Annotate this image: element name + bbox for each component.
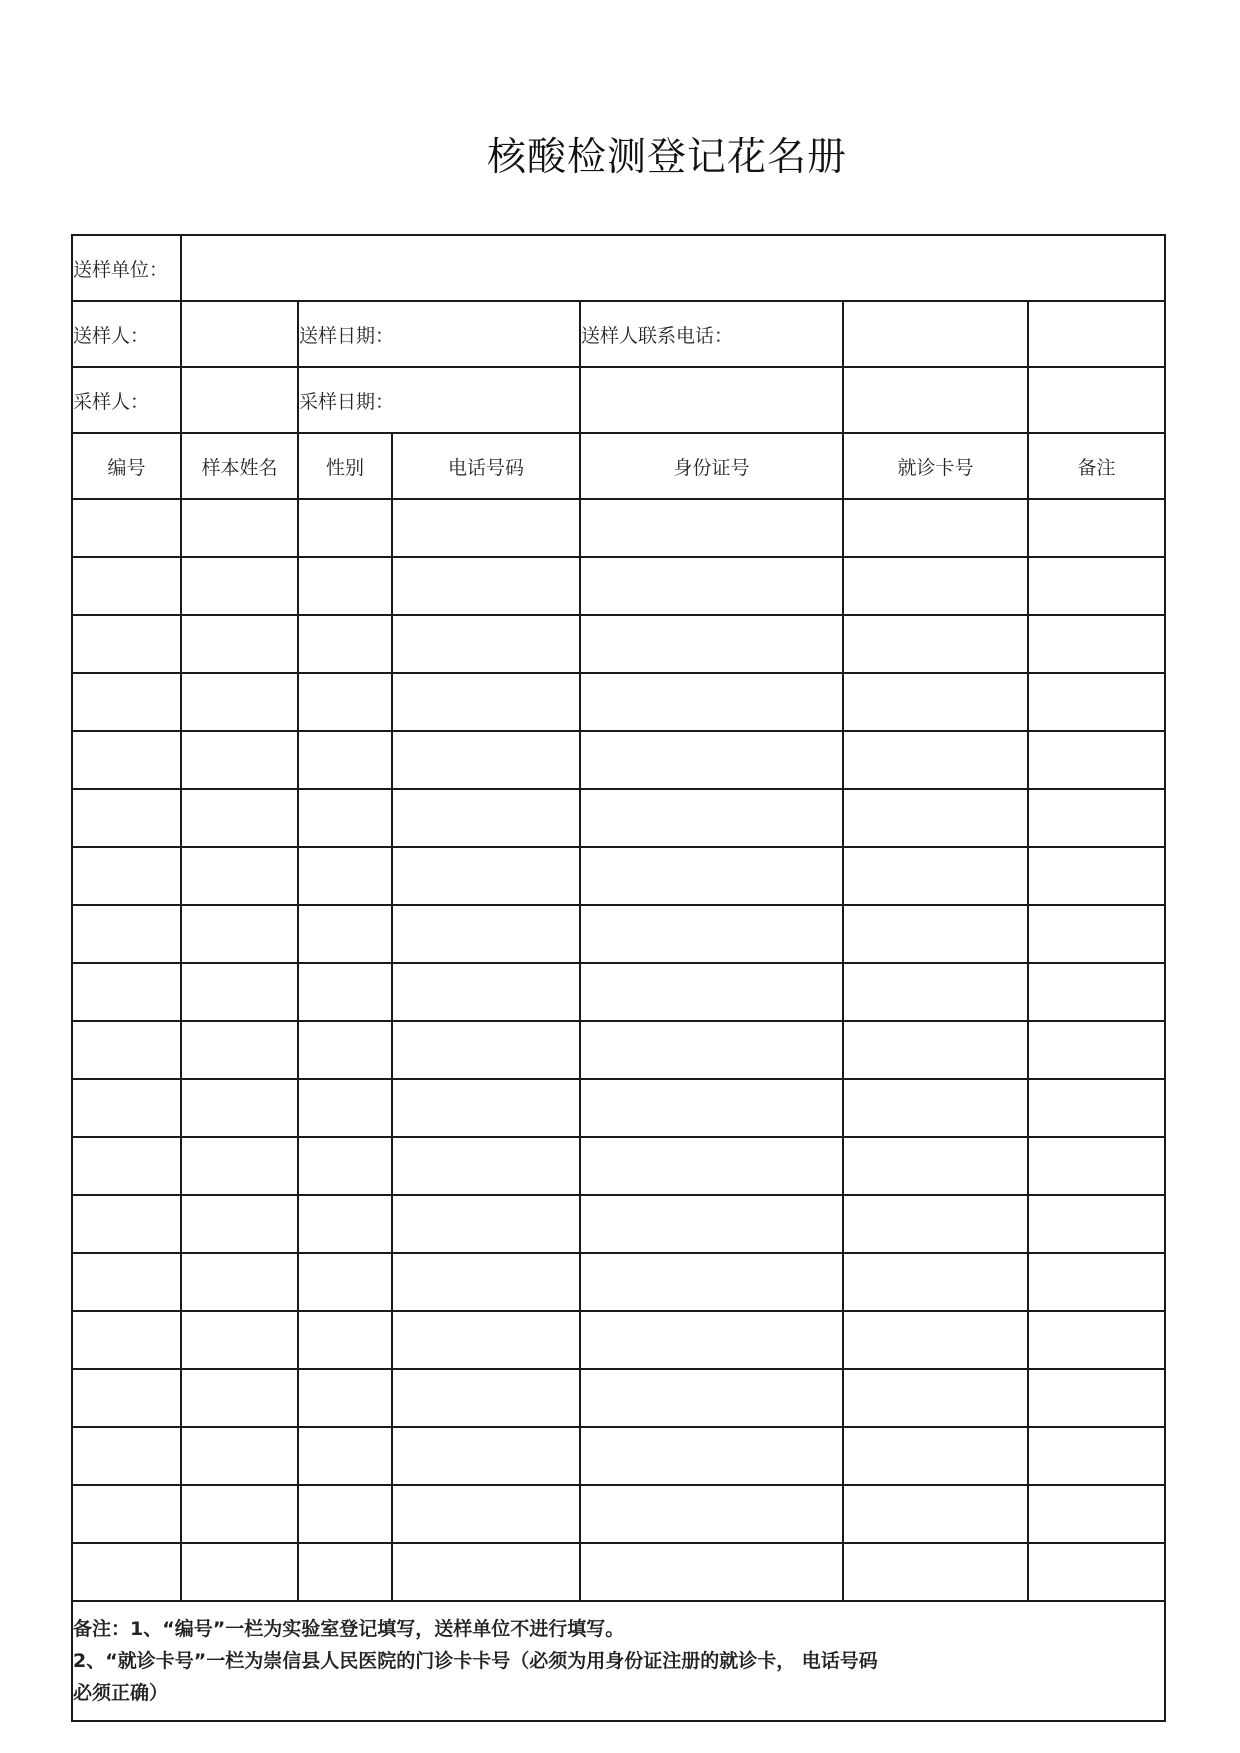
cell-name[interactable] bbox=[181, 1369, 298, 1427]
sending-unit-label: 送样单位： bbox=[72, 235, 181, 301]
cell-gender[interactable] bbox=[298, 1485, 392, 1543]
cell-card-number[interactable] bbox=[843, 1543, 1028, 1601]
cell-id[interactable] bbox=[72, 847, 181, 905]
column-header-remarks: 备注 bbox=[1028, 433, 1165, 499]
cell-id-number[interactable] bbox=[580, 1427, 843, 1485]
cell-card-number[interactable] bbox=[843, 1079, 1028, 1137]
note-line-3: 必须正确） bbox=[73, 1682, 169, 1704]
cell-card-number[interactable] bbox=[843, 1311, 1028, 1369]
cell-remarks[interactable] bbox=[1028, 1369, 1165, 1427]
sampler-extra-field-3[interactable] bbox=[1028, 367, 1165, 433]
cell-remarks[interactable] bbox=[1028, 557, 1165, 615]
cell-gender[interactable] bbox=[298, 615, 392, 673]
cell-name[interactable] bbox=[181, 615, 298, 673]
cell-remarks[interactable] bbox=[1028, 673, 1165, 731]
cell-card-number[interactable] bbox=[843, 789, 1028, 847]
cell-id[interactable] bbox=[72, 1311, 181, 1369]
sender-row bbox=[72, 301, 1165, 367]
sender-phone-field[interactable] bbox=[843, 301, 1028, 367]
cell-id[interactable] bbox=[72, 1485, 181, 1543]
cell-id[interactable] bbox=[72, 1427, 181, 1485]
cell-gender[interactable] bbox=[298, 963, 392, 1021]
cell-remarks[interactable] bbox=[1028, 1079, 1165, 1137]
table-row bbox=[72, 1079, 1165, 1137]
cell-card-number[interactable] bbox=[843, 557, 1028, 615]
cell-phone[interactable] bbox=[392, 1543, 580, 1601]
cell-id-number[interactable] bbox=[580, 963, 843, 1021]
cell-id-number[interactable] bbox=[580, 1543, 843, 1601]
cell-id-number[interactable] bbox=[580, 673, 843, 731]
cell-remarks[interactable] bbox=[1028, 905, 1165, 963]
cell-id-number[interactable] bbox=[580, 1021, 843, 1079]
sampler-extra-field-1[interactable] bbox=[580, 367, 843, 433]
cell-name[interactable] bbox=[181, 905, 298, 963]
cell-remarks[interactable] bbox=[1028, 1195, 1165, 1253]
cell-phone[interactable] bbox=[392, 789, 580, 847]
sampler-label: 采样人： bbox=[72, 367, 181, 433]
column-header-id-number: 身份证号 bbox=[580, 433, 843, 499]
cell-id[interactable] bbox=[72, 731, 181, 789]
note-line-2: 2、“就诊卡号”一栏为崇信县人民医院的门诊卡卡号（必须为用身份证注册的就诊卡， 电话号码 bbox=[73, 1650, 878, 1672]
cell-remarks[interactable] bbox=[1028, 847, 1165, 905]
cell-name[interactable] bbox=[181, 1137, 298, 1195]
cell-gender[interactable] bbox=[298, 1021, 392, 1079]
cell-card-number[interactable] bbox=[843, 615, 1028, 673]
cell-phone[interactable] bbox=[392, 731, 580, 789]
cell-gender[interactable] bbox=[298, 847, 392, 905]
column-header-phone: 电话号码 bbox=[392, 433, 580, 499]
sample-date-field[interactable]: 采样日期： bbox=[298, 367, 580, 433]
cell-gender[interactable] bbox=[298, 557, 392, 615]
cell-phone[interactable] bbox=[392, 1253, 580, 1311]
cell-gender[interactable] bbox=[298, 789, 392, 847]
cell-card-number[interactable] bbox=[843, 847, 1028, 905]
cell-name[interactable] bbox=[181, 1543, 298, 1601]
cell-name[interactable] bbox=[181, 1485, 298, 1543]
cell-name[interactable] bbox=[181, 847, 298, 905]
table-row bbox=[72, 673, 1165, 731]
cell-id-number[interactable] bbox=[580, 1079, 843, 1137]
cell-id[interactable] bbox=[72, 789, 181, 847]
sampler-extra-field-2[interactable] bbox=[843, 367, 1028, 433]
cell-card-number[interactable] bbox=[843, 1485, 1028, 1543]
cell-id[interactable] bbox=[72, 1195, 181, 1253]
cell-gender[interactable] bbox=[298, 499, 392, 557]
cell-name[interactable] bbox=[181, 731, 298, 789]
cell-card-number[interactable] bbox=[843, 731, 1028, 789]
table-row bbox=[72, 1137, 1165, 1195]
cell-id-number[interactable] bbox=[580, 615, 843, 673]
cell-remarks[interactable] bbox=[1028, 1137, 1165, 1195]
cell-remarks[interactable] bbox=[1028, 1485, 1165, 1543]
cell-name[interactable] bbox=[181, 963, 298, 1021]
cell-gender[interactable] bbox=[298, 905, 392, 963]
cell-id[interactable] bbox=[72, 557, 181, 615]
cell-id-number[interactable] bbox=[580, 731, 843, 789]
cell-phone[interactable] bbox=[392, 1427, 580, 1485]
cell-card-number[interactable] bbox=[843, 963, 1028, 1021]
cell-card-number[interactable] bbox=[843, 1137, 1028, 1195]
sending-unit-row bbox=[72, 235, 1165, 301]
sender-phone-label: 送样人联系电话： bbox=[580, 301, 843, 367]
cell-remarks[interactable] bbox=[1028, 615, 1165, 673]
cell-phone[interactable] bbox=[392, 1485, 580, 1543]
cell-name[interactable] bbox=[181, 1079, 298, 1137]
sender-extra-field[interactable] bbox=[1028, 301, 1165, 367]
cell-id-number[interactable] bbox=[580, 905, 843, 963]
cell-gender[interactable] bbox=[298, 1311, 392, 1369]
cell-phone[interactable] bbox=[392, 905, 580, 963]
cell-name[interactable] bbox=[181, 499, 298, 557]
cell-name[interactable] bbox=[181, 557, 298, 615]
cell-id-number[interactable] bbox=[580, 499, 843, 557]
cell-id[interactable] bbox=[72, 1253, 181, 1311]
table-row bbox=[72, 963, 1165, 1021]
cell-phone[interactable] bbox=[392, 1195, 580, 1253]
cell-gender[interactable] bbox=[298, 731, 392, 789]
registration-table bbox=[71, 234, 1166, 1722]
cell-remarks[interactable] bbox=[1028, 963, 1165, 1021]
cell-phone[interactable] bbox=[392, 963, 580, 1021]
cell-phone[interactable] bbox=[392, 847, 580, 905]
sender-label: 送样人： bbox=[72, 301, 181, 367]
cell-id-number[interactable] bbox=[580, 1485, 843, 1543]
table-row bbox=[72, 1311, 1165, 1369]
cell-phone[interactable] bbox=[392, 1369, 580, 1427]
sending-unit-field[interactable] bbox=[181, 235, 1165, 301]
sampler-row bbox=[72, 367, 1165, 433]
cell-card-number[interactable] bbox=[843, 1253, 1028, 1311]
table-row bbox=[72, 1021, 1165, 1079]
cell-name[interactable] bbox=[181, 1311, 298, 1369]
table-row bbox=[72, 1253, 1165, 1311]
cell-remarks[interactable] bbox=[1028, 1253, 1165, 1311]
cell-remarks[interactable] bbox=[1028, 1427, 1165, 1485]
cell-phone[interactable] bbox=[392, 615, 580, 673]
table-row bbox=[72, 789, 1165, 847]
cell-remarks[interactable] bbox=[1028, 499, 1165, 557]
cell-id[interactable] bbox=[72, 963, 181, 1021]
column-header-name: 样本姓名 bbox=[181, 433, 298, 499]
cell-card-number[interactable] bbox=[843, 1021, 1028, 1079]
cell-id-number[interactable] bbox=[580, 1195, 843, 1253]
table-row bbox=[72, 557, 1165, 615]
page-title: 核酸检测登记花名册 bbox=[487, 135, 848, 180]
cell-id[interactable] bbox=[72, 499, 181, 557]
cell-id-number[interactable] bbox=[580, 1311, 843, 1369]
cell-gender[interactable] bbox=[298, 1543, 392, 1601]
cell-id[interactable] bbox=[72, 905, 181, 963]
table-row bbox=[72, 1427, 1165, 1485]
cell-id[interactable] bbox=[72, 673, 181, 731]
cell-card-number[interactable] bbox=[843, 499, 1028, 557]
cell-id[interactable] bbox=[72, 1369, 181, 1427]
cell-remarks[interactable] bbox=[1028, 731, 1165, 789]
cell-phone[interactable] bbox=[392, 1079, 580, 1137]
cell-id-number[interactable] bbox=[580, 789, 843, 847]
cell-id-number[interactable] bbox=[580, 1253, 843, 1311]
cell-card-number[interactable] bbox=[843, 1427, 1028, 1485]
cell-id[interactable] bbox=[72, 615, 181, 673]
notes-cell bbox=[72, 1601, 1165, 1721]
cell-remarks[interactable] bbox=[1028, 1543, 1165, 1601]
table-row bbox=[72, 615, 1165, 673]
send-date-field[interactable]: 送样日期： bbox=[298, 301, 580, 367]
sender-field[interactable] bbox=[181, 301, 298, 367]
note-line-1: 备注：1、“编号”一栏为实验室登记填写，送样单位不进行填写。 bbox=[73, 1618, 625, 1640]
cell-card-number[interactable] bbox=[843, 673, 1028, 731]
cell-name[interactable] bbox=[181, 1021, 298, 1079]
cell-name[interactable] bbox=[181, 789, 298, 847]
cell-id-number[interactable] bbox=[580, 1137, 843, 1195]
cell-name[interactable] bbox=[181, 673, 298, 731]
notes-row bbox=[72, 1601, 1165, 1721]
table-row bbox=[72, 1369, 1165, 1427]
cell-card-number[interactable] bbox=[843, 1195, 1028, 1253]
sampler-field[interactable] bbox=[181, 367, 298, 433]
cell-phone[interactable] bbox=[392, 557, 580, 615]
table-row bbox=[72, 1543, 1165, 1601]
table-row bbox=[72, 847, 1165, 905]
column-header-gender: 性别 bbox=[298, 433, 392, 499]
table-row bbox=[72, 905, 1165, 963]
cell-phone[interactable] bbox=[392, 1311, 580, 1369]
table-row bbox=[72, 731, 1165, 789]
cell-remarks[interactable] bbox=[1028, 789, 1165, 847]
cell-phone[interactable] bbox=[392, 673, 580, 731]
cell-id[interactable] bbox=[72, 1021, 181, 1079]
cell-card-number[interactable] bbox=[843, 905, 1028, 963]
cell-gender[interactable] bbox=[298, 1079, 392, 1137]
cell-gender[interactable] bbox=[298, 1253, 392, 1311]
column-header-card-number: 就诊卡号 bbox=[843, 433, 1028, 499]
cell-phone[interactable] bbox=[392, 1137, 580, 1195]
cell-id[interactable] bbox=[72, 1079, 181, 1137]
cell-card-number[interactable] bbox=[843, 1369, 1028, 1427]
cell-name[interactable] bbox=[181, 1253, 298, 1311]
cell-gender[interactable] bbox=[298, 1195, 392, 1253]
cell-id[interactable] bbox=[72, 1137, 181, 1195]
cell-phone[interactable] bbox=[392, 499, 580, 557]
table-row bbox=[72, 1195, 1165, 1253]
cell-gender[interactable] bbox=[298, 1137, 392, 1195]
cell-remarks[interactable] bbox=[1028, 1021, 1165, 1079]
cell-gender[interactable] bbox=[298, 673, 392, 731]
table-row bbox=[72, 1485, 1165, 1543]
data-rows bbox=[72, 499, 1165, 1601]
cell-id-number[interactable] bbox=[580, 557, 843, 615]
column-header-id: 编号 bbox=[72, 433, 181, 499]
column-header-row bbox=[72, 433, 1165, 499]
cell-gender[interactable] bbox=[298, 1427, 392, 1485]
cell-gender[interactable] bbox=[298, 1369, 392, 1427]
cell-id-number[interactable] bbox=[580, 1369, 843, 1427]
cell-name[interactable] bbox=[181, 1195, 298, 1253]
cell-name[interactable] bbox=[181, 1427, 298, 1485]
cell-id[interactable] bbox=[72, 1543, 181, 1601]
table-row bbox=[72, 499, 1165, 557]
cell-remarks[interactable] bbox=[1028, 1311, 1165, 1369]
cell-phone[interactable] bbox=[392, 1021, 580, 1079]
cell-id-number[interactable] bbox=[580, 847, 843, 905]
